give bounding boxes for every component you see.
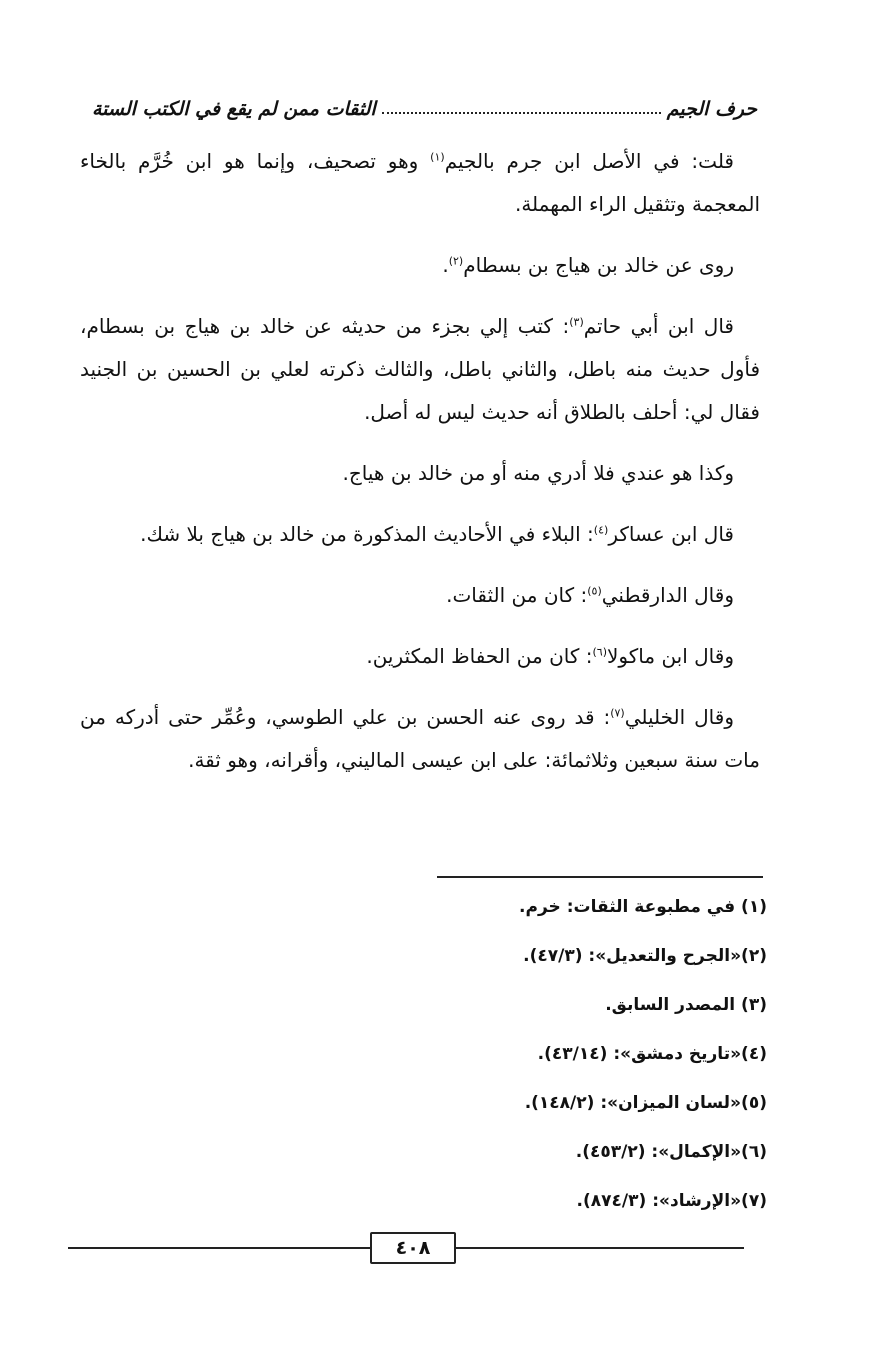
paragraph: وقال الخليلي$^{(٧)}$: قد روى عنه الحسن بن علي الطوسي، وعُمِّر حتى أدركه من مات سنة سبعين وثلاثمائة: على ابن عيسى الماليني، وأقرانه، وهو ثقة. <box>80 705 760 772</box>
footnote-ref: (٢) <box>448 254 464 268</box>
footnote: (٧)«الإرشاد»: (٨٧٤/٣). <box>576 1191 767 1211</box>
main-text <box>80 140 760 800</box>
paragraph: وكذا هو عندي فلا أدري منه أو من خالد بن هياج. <box>342 461 734 485</box>
paragraph: وقال ابن ماكولا$^{(٦)}$: كان من الحفاظ المكثرين. <box>366 644 734 668</box>
paragraph: قلت: في الأصل ابن جرم بالجيم$^{(١)}$ وهو تصحيف، وإنما هو ابن خُرَّم بالخاء المعجمة وتثقيل الراء المهملة. <box>80 149 760 216</box>
header-dotted-leader <box>382 112 661 114</box>
running-header <box>92 86 757 120</box>
footnote-separator <box>437 876 763 878</box>
footnote-ref: (٧) <box>610 706 625 720</box>
paragraph: روى عن خالد بن هياج بن بسطام$^{(٢)}$. <box>442 253 734 277</box>
footnote-ref: (٦) <box>592 645 608 659</box>
footnotes <box>300 892 767 1235</box>
footnote-ref: (٣) <box>569 315 584 329</box>
footnote: (٣) المصدر السابق. <box>605 995 767 1015</box>
footnote: (٥)«لسان الميزان»: (١٤٨/٢). <box>524 1093 767 1113</box>
footnote: (٤)«تاريخ دمشق»: (٤٣/١٤). <box>537 1044 767 1064</box>
footnote-ref: (٥) <box>587 584 602 598</box>
paragraph: قال ابن أبي حاتم$^{(٣)}$: كتب إلي بجزء من حديثه عن خالد بن هياج بن بسطام، فأول حديث منه باطل، والثاني باطل، والثالث ذكرته لعلي بن الحسين بن الجنيد فقال لي: أحلف بالطلاق أنه حديث ليس له أصل. <box>80 314 760 424</box>
header-book-title: الثقات ممن لم يقع في الكتب الستة <box>92 98 376 120</box>
footnote: (١) في مطبوعة الثقات: خرم. <box>519 897 767 917</box>
footer-rule-right <box>456 1247 744 1249</box>
footnote: (٦)«الإكمال»: (٤٥٣/٢). <box>575 1142 767 1162</box>
page-number: ٤٠٨ <box>370 1232 456 1264</box>
footnote-ref: (١) <box>430 150 445 164</box>
footer-rule-left <box>68 1247 370 1249</box>
paragraph: وقال الدارقطني$^{(٥)}$: كان من الثقات. <box>446 583 734 607</box>
footnote: (٢)«الجرح والتعديل»: (٤٧/٣). <box>523 946 767 966</box>
paragraph: قال ابن عساكر$^{(٤)}$: البلاء في الأحاديث المذكورة من خالد بن هياج بلا شك. <box>140 522 734 546</box>
header-chapter-title: حرف الجيم <box>666 98 757 120</box>
footnote-ref: (٤) <box>593 523 609 537</box>
